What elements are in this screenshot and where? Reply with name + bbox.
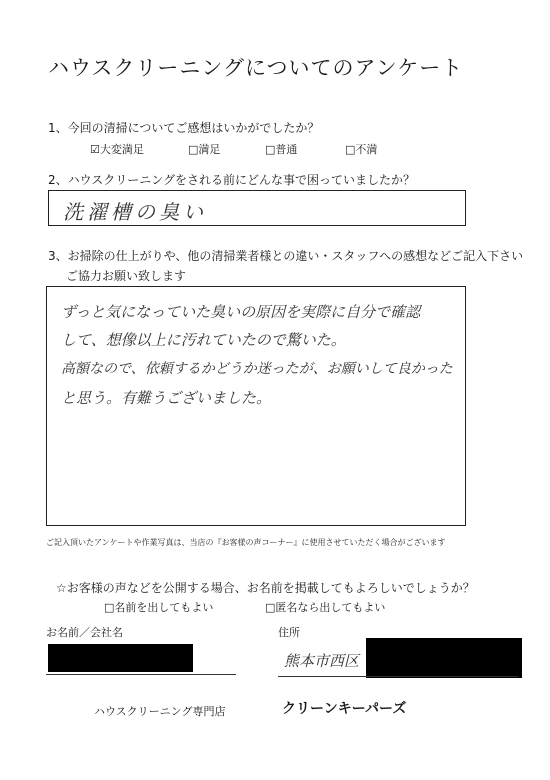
- shop-type: ハウスクリーニング専門店: [94, 705, 226, 718]
- question-3-subtext: ご協力お願い致します: [66, 269, 187, 283]
- brand-logo-text: クリーンキーパーズ: [282, 701, 407, 717]
- name-underline: [46, 674, 236, 675]
- address-handwritten: 熊本市西区: [284, 652, 360, 670]
- publish-option-name[interactable]: □名前を出してもよい: [104, 601, 214, 614]
- address-label: 住所: [278, 626, 300, 639]
- address-underline: [278, 676, 518, 677]
- publish-question: ☆お客様の声などを公開する場合、お名前を掲載してもよろしいでしょうか？: [56, 581, 475, 595]
- q1-option-normal[interactable]: □普通: [265, 143, 298, 156]
- question-2: 2、ハウスクリーニングをされる前にどんな事で困っていましたか？: [48, 173, 416, 187]
- q2-answer-text: 洗濯槽の臭い: [63, 200, 207, 224]
- survey-title: ハウスクリーニングについてのアンケート: [48, 56, 464, 80]
- q3-answer-line-4: と思う。有難うございました。: [61, 389, 272, 407]
- publish-option-anonymous[interactable]: □匿名なら出してもよい: [265, 601, 386, 614]
- q3-answer-line-2: して、想像以上に汚れていたので驚いた。: [61, 331, 346, 349]
- usage-notice: ご記入頂いたアンケートや作業写真は、当店の『お客様の声コーナー』に使用させていただく場合がございます: [46, 538, 446, 547]
- q1-option-dissatisfied[interactable]: □不満: [345, 143, 378, 156]
- name-label: お名前／会社名: [46, 626, 123, 639]
- question-3: 3、お掃除の仕上がりや、他の清掃業者様との違い・スタッフへの感想などご記入下さい: [48, 249, 524, 263]
- q1-option-very-satisfied[interactable]: ☑大変満足: [90, 143, 144, 156]
- question-1: 1、今回の清掃についてご感想はいかがでしたか？: [48, 121, 320, 135]
- q3-answer-line-1: ずっと気になっていた臭いの原因を実際に自分で確認: [61, 303, 421, 321]
- name-redaction: [48, 644, 193, 672]
- q3-answer-box[interactable]: [46, 286, 466, 526]
- q1-option-satisfied[interactable]: □満足: [188, 143, 221, 156]
- q3-answer-line-3: 高額なので、依頼するかどうか迷ったが、お願いして良かった: [61, 361, 453, 377]
- q2-answer-box[interactable]: [48, 190, 466, 226]
- address-redaction: [366, 638, 522, 678]
